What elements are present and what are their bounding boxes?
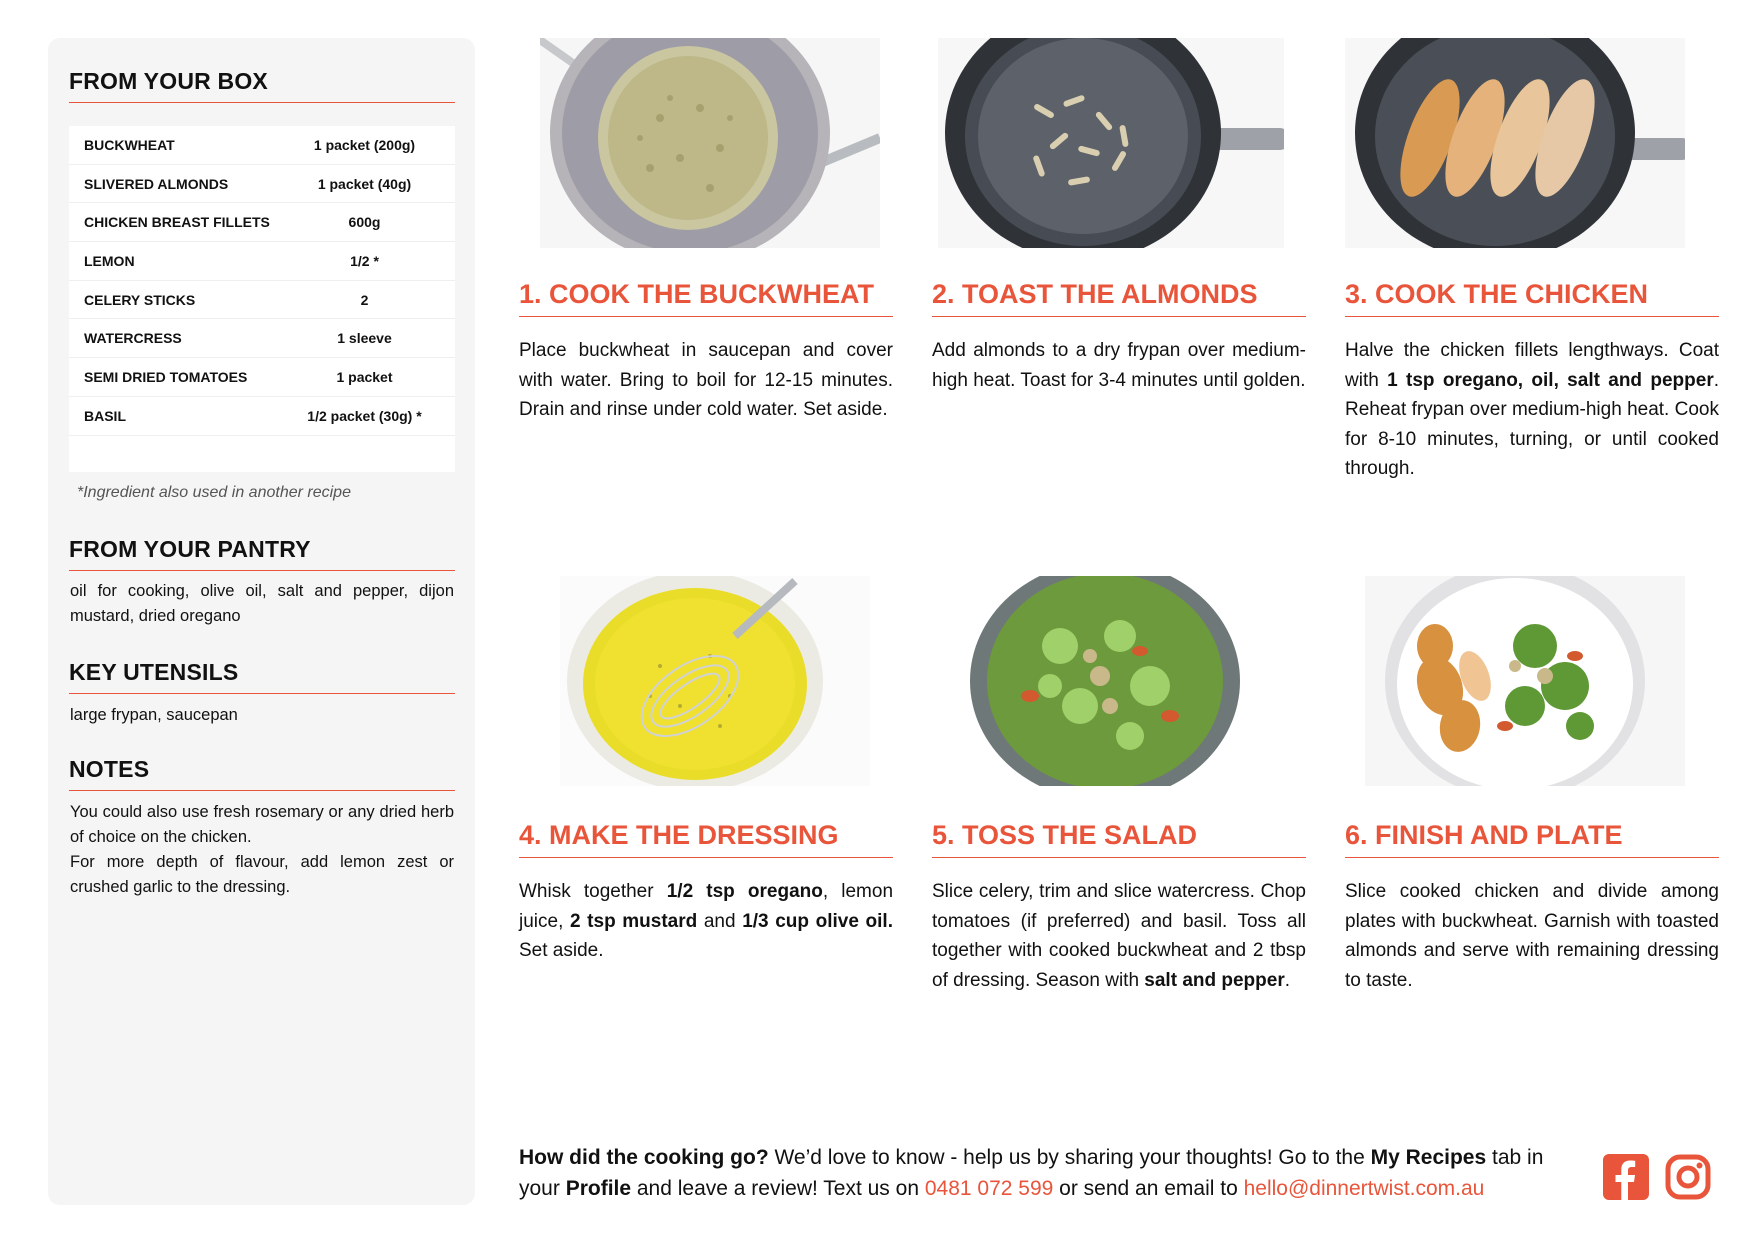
step-4-title: 4. MAKE THE DRESSING [519, 820, 893, 858]
ingredient-name: SEMI DRIED TOMATOES [84, 368, 248, 385]
notes-text-1: You could also use fresh rosemary or any dried herb of choice on the chicken. [70, 803, 454, 846]
step-6-text: Slice cooked chicken and divide among plates with buckwheat. Garnish with toasted almonds and serve with remaining dressing to taste. [1345, 881, 1719, 991]
ingredient-row [69, 397, 455, 436]
ingredient-row [69, 358, 455, 397]
pantry-text: oil for cooking, olive oil, salt and pepper, dijon mustard, dried oregano [70, 582, 454, 625]
email-link[interactable]: hello@dinnertwist.com.au [1243, 1177, 1485, 1200]
ingredient-row [69, 281, 455, 320]
ingredient-qty: 1 packet [336, 368, 393, 385]
step-4-text: Whisk together 1/2 tsp oregano, lemon juice, 2 tsp mustard and 1/3 cup olive oil. Set aside. [519, 881, 894, 961]
ingredient-name: SLIVERED ALMONDS [84, 175, 229, 192]
ingredient-name: LEMON [84, 252, 135, 269]
utensils-text: large frypan, saucepan [70, 706, 238, 724]
my-recipes-label: My Recipes [1370, 1146, 1487, 1169]
facebook-icon[interactable] [1603, 1154, 1649, 1200]
ingredient-row [69, 242, 455, 281]
instagram-icon[interactable] [1665, 1154, 1711, 1200]
ingredients-table [69, 126, 455, 472]
ingredient-qty: 1 sleeve [337, 330, 392, 347]
ingredient-name: BASIL [84, 407, 126, 424]
ingredient-row [69, 165, 455, 204]
step-2-text: Add almonds to a dry frypan over medium-high heat. Toast for 3-4 minutes until golden. [932, 340, 1306, 391]
step-5-photo [970, 576, 1250, 786]
ingredient-name: WATERCRESS [84, 330, 182, 347]
step-5-text: Slice celery, trim and slice watercress. Chop tomatoes (if preferred) and basil. Toss all together with cooked buckwheat and 2 tbsp of dressing. Season with salt and pepper. [932, 881, 1306, 991]
ingredient-qty: 600g [348, 214, 381, 231]
step-3-text: Halve the chicken fillets lengthways. Coat with 1 tsp oregano, oil, salt and pepper. Reheat frypan over medium-high heat. Cook for 8-10 minutes, turning, or until cooked through. [1345, 340, 1719, 479]
ingredient-qty: 1 packet (40g) [317, 175, 412, 192]
ingredient-note: *Ingredient also used in another recipe [77, 484, 351, 501]
step-2-title: 2. TOAST THE ALMONDS [932, 279, 1306, 317]
step-5-title: 5. TOSS THE SALAD [932, 820, 1306, 858]
step-6-photo [1365, 576, 1685, 786]
notes-text-2: For more depth of flavour, add lemon zest or crushed garlic to the dressing. [70, 853, 454, 896]
from-your-pantry-title: FROM YOUR PANTRY [69, 536, 455, 571]
ingredient-name: BUCKWHEAT [84, 136, 175, 153]
phone-link[interactable]: 0481 072 599 [924, 1177, 1054, 1200]
step-1-title: 1. COOK THE BUCKWHEAT [519, 279, 893, 317]
ingredient-name: CELERY STICKS [84, 291, 196, 308]
notes-title: NOTES [69, 756, 455, 791]
from-your-box-title: FROM YOUR BOX [69, 68, 455, 103]
footer-question: How did the cooking go? [519, 1146, 769, 1169]
ingredient-qty: 1/2 packet (30g) * [307, 407, 422, 424]
ingredient-name: CHICKEN BREAST FILLETS [84, 214, 270, 231]
feedback-footer: How did the cooking go? We’d love to know - help us by sharing your thoughts! Go to the My Recipes tab in your Profile and leave a review! Text us on 0481 072 599 or send an email to hello@dinnertwist.com.au [519, 1146, 1544, 1200]
ingredient-qty: 1/2 * [350, 252, 379, 269]
ingredient-row [69, 203, 455, 242]
ingredient-qty: 1 packet (200g) [313, 136, 416, 153]
key-utensils-title: KEY UTENSILS [69, 659, 455, 694]
ingredient-row [69, 126, 455, 165]
step-1-photo [540, 38, 880, 248]
profile-label: Profile [565, 1177, 632, 1200]
step-6-title: 6. FINISH AND PLATE [1345, 820, 1719, 858]
ingredient-qty: 2 [360, 291, 369, 308]
step-4-photo [560, 576, 870, 786]
step-1-text: Place buckwheat in saucepan and cover with water. Bring to boil for 12-15 minutes. Drain and rinse under cold water. Set aside. [519, 340, 893, 420]
ingredients-sidebar [48, 38, 475, 1205]
step-2-photo [938, 38, 1284, 248]
step-3-photo [1345, 38, 1685, 248]
step-3-title: 3. COOK THE CHICKEN [1345, 279, 1719, 317]
ingredient-row [69, 319, 455, 358]
